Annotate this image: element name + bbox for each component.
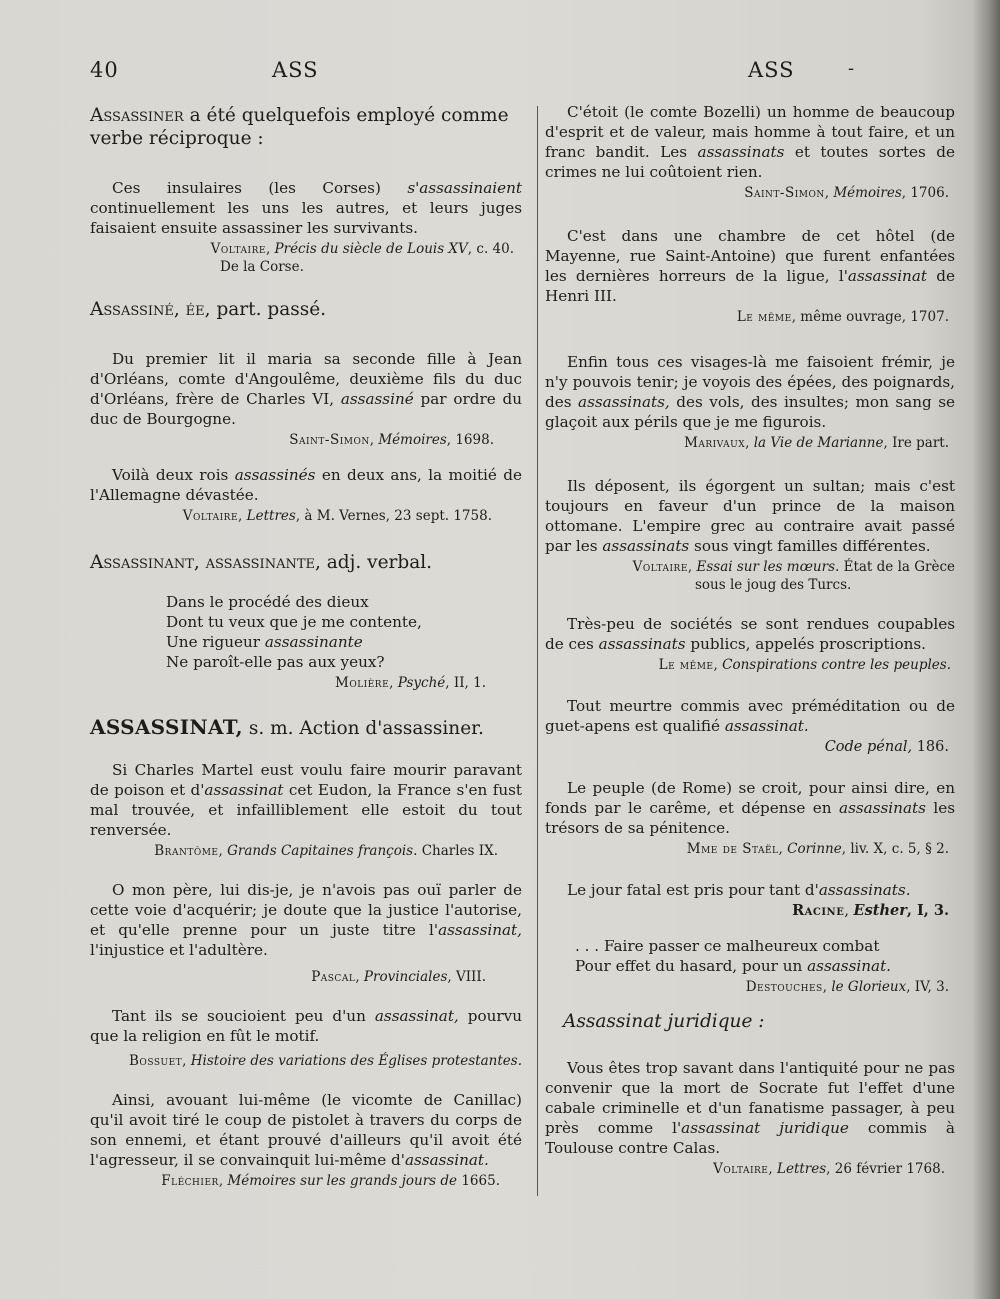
quotation: Vous êtes trop savant dans l'antiquité pour ne pas convenir que la mort de Socrate fut l'effet d'une cabale criminelle et d'un fanatisme passager, à peu près comme l'assassinat juridique commis à Toulouse contre Calas. Voltaire, Lettres, 26 février 1768.: [545, 1059, 955, 1177]
quotation: Ainsi, avouant lui-même (le vicomte de Canillac) qu'il avoit tiré le coup de pistolet à travers du corps de son ennemi, et étant prouvé d'ailleurs qu'il avoit été l'agresseur, il se convainquit lui-même d'assassinat. Fléchier, Mémoires sur les grands jours de 1665.: [90, 1091, 522, 1189]
left-column: [90, 104, 522, 1212]
quotation: Si Charles Martel eust voulu faire mourir paravant de poison et d'assassinat cet Eudon, la France s'en fust mal trouvée, et infailliblement elle estoit du tout renversée. Brantôme, Grands Capitaines françois. Charles IX.: [90, 761, 522, 859]
entry-heading-assassinat: ASSASSINAT, s. m. Action d'assassiner.: [90, 715, 484, 739]
quotation: C'est dans une chambre de cet hôtel (de Mayenne, rue Saint-Antoine) que furent enfantées les dernières horreurs de la ligue, l'assassinat de Henri III. Le même, même ouvrage, 1707.: [545, 227, 955, 325]
quotation: Tout meurtre commis avec préméditation ou de guet-apens est qualifié assassinat. Code pénal, 186.: [545, 697, 955, 755]
page-edge-shadow: [972, 0, 1000, 1299]
running-head-left: ASS: [272, 58, 319, 82]
right-column: [545, 102, 955, 1200]
quotation: Le jour fatal est pris pour tant d'assassinats. Racine, Esther, I, 3.: [567, 881, 949, 919]
quotation: O mon père, lui dis-je, je n'avois pas ouï parler de cette voie d'acquérir; je doute que la justice l'autorise, et qu'elle prenne pour un juste titre l'assassinat, l'injustice et l'adultère. Pascal, Provinciales, VIII.: [90, 881, 522, 985]
page-number: 40: [90, 58, 119, 82]
quotation: Enfin tous ces visages-là me faisoient frémir, je n'y pouvois tenir; je voyois des épées, des poignards, des assassinats, des vols, des insultes; mon sang se glaçoit aux périls que je me figurois. Marivaux, la Vie de Marianne, Ire part.: [545, 353, 955, 451]
quotation: Du premier lit il maria sa seconde fille à Jean d'Orléans, comte d'Angoulême, deuxième fils du duc d'Orléans, frère de Charles VI, assassiné par ordre du duc de Bourgogne. Saint-Simon, Mémoires, 1698.: [90, 350, 522, 448]
quotation: Très-peu de sociétés se sont rendues coupables de ces assassinats publics, appelés proscriptions. Le même, Conspirations contre les peuples.: [545, 615, 955, 673]
verse-quotation: . . . Faire passer ce malheureux combat Pour effet du hasard, pour un assassinat. Destouches, le Glorieux, IV, 3.: [575, 937, 949, 995]
entry-heading-assassiner: Assassiner a été quelquefois employé comme verbe réciproque :: [90, 105, 509, 149]
entry-heading-assassinat-juridique: Assassinat juridique :: [563, 1011, 765, 1032]
column-divider: [537, 106, 538, 1196]
running-head-right: ASS: [748, 58, 795, 82]
quotation: Ces insulaires (les Corses) s'assassinaient continuellement les uns les autres, et leurs juges faisaient ensuite assassiner les survivants. Voltaire, Précis du siècle de Louis XV, c. 40. De la Corse.: [90, 179, 522, 275]
entry-heading-assassine: Assassiné, ée, part. passé.: [90, 299, 327, 320]
quotation: C'étoit (le comte Bozelli) un homme de beaucoup d'esprit et de valeur, mais homme à tout faire, et un franc bandit. Les assassinats et toutes sortes de crimes ne lui coûtoient rien. Saint-Simon, Mémoires, 1706.: [545, 103, 955, 201]
quotation: Tant ils se soucioient peu d'un assassinat, pourvu que la religion en fût le motif. Bossuet, Histoire des variations des Églises protestantes.: [90, 1007, 522, 1069]
quotation: Ils déposent, ils égorgent un sultan; mais c'est toujours en faveur d'un prince de la maison ottomane. L'empire grec au contraire avait passé par les assassinats sous vingt familles différentes. Voltaire, Essai sur les mœurs. État de la Grèce sous le joug des Turcs.: [545, 477, 955, 593]
quotation: Voilà deux rois assassinés en deux ans, la moitié de l'Allemagne dévastée. Voltaire, Lettres, à M. Vernes, 23 sept. 1758.: [90, 466, 522, 524]
verse-quotation: Dans le procédé des dieux Dont tu veux que je me contente, Une rigueur assassinante Ne paroît-elle pas aux yeux? Molière, Psyché, II, 1.: [166, 593, 486, 691]
entry-heading-assassinant: Assassinant, assassinante, adj. verbal.: [90, 552, 433, 573]
quotation: Le peuple (de Rome) se croit, pour ainsi dire, en fonds par le carême, et dépense en assassinats les trésors de sa pénitence. Mme de Staël, Corinne, liv. X, c. 5, § 2.: [545, 779, 956, 857]
running-head-mark: -: [848, 58, 856, 79]
